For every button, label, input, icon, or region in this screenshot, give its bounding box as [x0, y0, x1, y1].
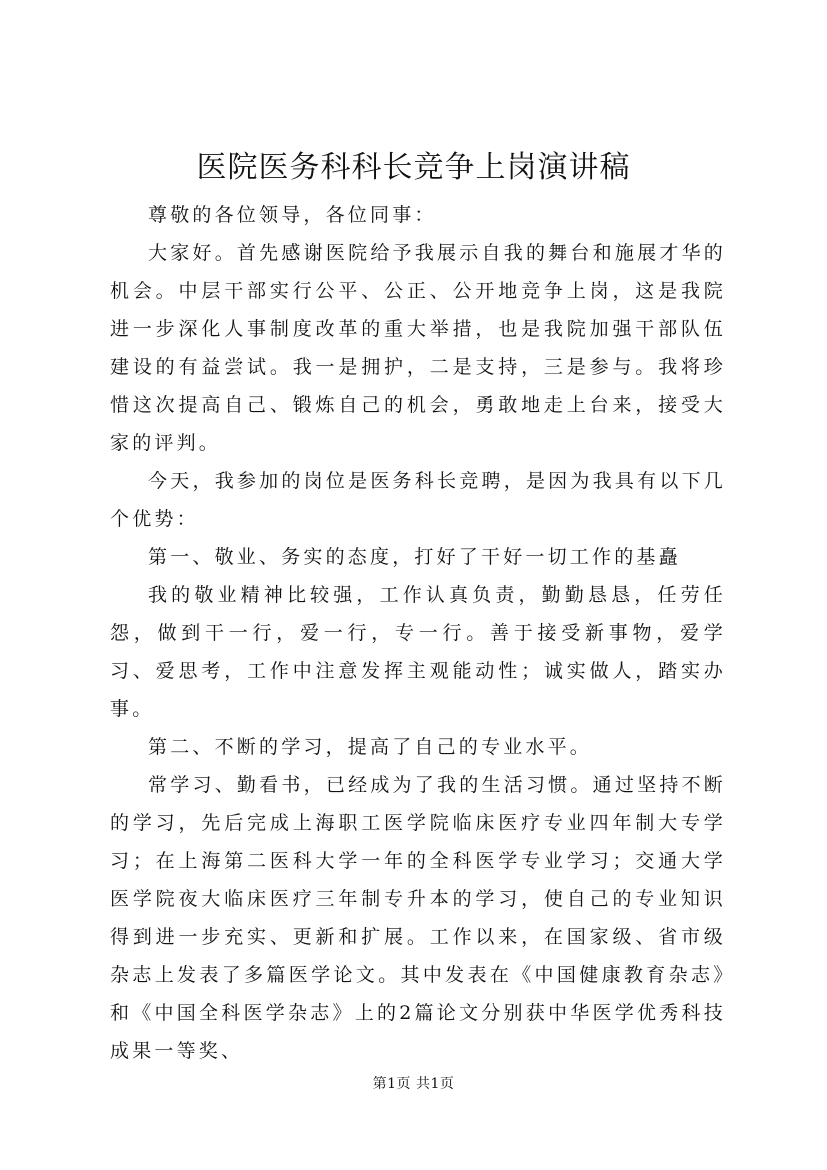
paragraph-study: 常学习、勤看书，已经成为了我的生活习惯。通过坚持不断的学习，先后完成上海职工医学院临床医疗专业四年制大专学习；在上海第二医科大学一年的全科医学专业学习；交通大学医学院夜大临床医疗三年制专升本的学习，使自己的专业知识得到进一步充实、更新和扩展。工作以来，在国家级、省市级杂志上发表了多篇医学论文。其中发表在《中国健康教育杂志》和《中国全科医学杂志》上的2篇论文分别获中华医学优秀科技成果一等奖、 [110, 774, 726, 1062]
paragraph-heading-second: 第二、不断的学习，提高了自己的专业水平。 [148, 736, 593, 758]
paragraph-salutation: 尊敬的各位领导，各位同事： [148, 204, 437, 226]
document-title: 医院医务科科长竞争上岗演讲稿 [196, 150, 631, 185]
paragraph-heading-first: 第一、敬业、务实的态度，打好了干好一切工作的基矗 [148, 546, 681, 568]
paragraph-position: 今天，我参加的岗位是医务科长竞聘，是因为我具有以下几个优势： [110, 470, 726, 530]
paragraph-dedication: 我的敬业精神比较强，工作认真负责，勤勤恳恳，任劳任怨，做到干一行，爱一行，专一行。善于接受新事物，爱学习、爱思考，工作中注意发挥主观能动性；诚实做人，踏实办事。 [110, 584, 726, 720]
paragraph-greeting: 大家好。首先感谢医院给予我展示自我的舞台和施展才华的机会。中层干部实行公平、公正、公开地竞争上岗，这是我院进一步深化人事制度改革的重大举措，也是我院加强干部队伍建设的有益尝试。我一是拥护，二是支持，三是参与。我将珍惜这次提高自己、锻炼自己的机会，勇敢地走上台来，接受大家的评判。 [110, 242, 726, 454]
document-body [110, 196, 726, 1070]
page-footer: 第1页 共1页 [372, 1076, 455, 1092]
